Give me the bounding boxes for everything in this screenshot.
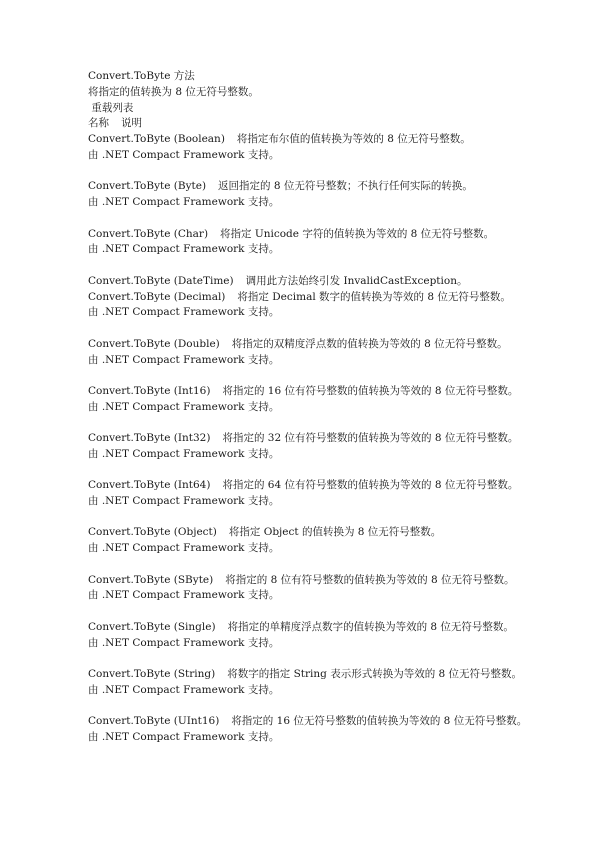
overload-entry [88, 431, 588, 447]
overload-name: Convert.ToByte (Decimal) [88, 290, 226, 303]
doc-title: Convert.ToByte 方法 [88, 70, 195, 82]
overload-name: Convert.ToByte (Int64) [88, 479, 211, 492]
support-note: 由 .NET Compact Framework 支持。 [88, 400, 280, 413]
support-note: 由 .NET Compact Framework 支持。 [88, 196, 280, 209]
blank-line [88, 557, 588, 573]
overload-entry [88, 525, 588, 541]
support-note: 由 .NET Compact Framework 支持。 [88, 636, 280, 649]
overload-name: Convert.ToByte (Byte) [88, 180, 207, 193]
blank-line [88, 604, 588, 620]
blank-line [88, 211, 588, 227]
overload-entry [88, 132, 588, 148]
overload-name: Convert.ToByte (Boolean) [88, 133, 225, 146]
overload-entry [88, 620, 588, 636]
overload-name: Convert.ToByte (SByte) [88, 573, 214, 586]
overload-name: Convert.ToByte (Double) [88, 337, 220, 350]
support-note: 由 .NET Compact Framework 支持。 [88, 306, 280, 319]
support-note: 由 .NET Compact Framework 支持。 [88, 447, 280, 460]
overload-name: Convert.ToByte (Object) [88, 526, 217, 539]
blank-line [88, 368, 588, 384]
overload-description: 将指定的 16 位有符号整数的值转换为等效的 8 位无符号整数。 [222, 384, 519, 397]
overload-name: Convert.ToByte (Int16) [88, 384, 211, 397]
overload-entry [88, 384, 588, 400]
overload-description: 将指定的 16 位无符号整数的值转换为等效的 8 位无符号整数。 [231, 715, 528, 728]
overload-description: 将数字的指定 String 表示形式转换为等效的 8 位无符号整数。 [227, 668, 523, 681]
overload-entry [88, 573, 588, 589]
blank-line [88, 651, 588, 667]
support-note: 由 .NET Compact Framework 支持。 [88, 353, 280, 366]
overload-description: 将指定的单精度浮点数字的值转换为等效的 8 位无符号整数。 [227, 620, 514, 633]
overload-name: Convert.ToByte (Int32) [88, 432, 211, 445]
overload-description: 将指定 Unicode 字符的值转换为等效的 8 位无符号整数。 [220, 227, 495, 240]
overload-entry [88, 274, 588, 290]
overload-entry [88, 227, 588, 243]
blank-line [88, 699, 588, 715]
overload-description: 将指定的 64 位有符号整数的值转换为等效的 8 位无符号整数。 [222, 479, 519, 492]
overload-description: 将指定布尔值的值转换为等效的 8 位无符号整数。 [236, 133, 471, 146]
blank-line [88, 321, 588, 337]
support-note: 由 .NET Compact Framework 支持。 [88, 542, 280, 555]
overload-name: Convert.ToByte (DateTime) [88, 274, 234, 287]
support-note: 由 .NET Compact Framework 支持。 [88, 495, 280, 508]
support-note: 由 .NET Compact Framework 支持。 [88, 589, 280, 602]
overload-description: 调用此方法始终引发 InvalidCastException。 [245, 274, 468, 287]
overload-entry [88, 290, 588, 306]
overload-name: Convert.ToByte (Single) [88, 620, 216, 633]
overload-name: Convert.ToByte (Char) [88, 227, 209, 240]
overload-description: 将指定 Object 的值转换为 8 位无符号整数。 [228, 526, 442, 539]
overload-name: Convert.ToByte (String) [88, 668, 216, 681]
overload-entry [88, 478, 588, 494]
blank-line [88, 164, 588, 180]
support-note: 由 .NET Compact Framework 支持。 [88, 731, 280, 744]
doc-description: 将指定的值转换为 8 位无符号整数。 [88, 85, 259, 98]
overload-entry [88, 337, 588, 353]
overload-list [88, 132, 588, 746]
overload-list-heading: 重载列表 [88, 101, 134, 114]
overload-description: 将指定的 32 位有符号整数的值转换为等效的 8 位无符号整数。 [222, 432, 519, 445]
overload-description: 将指定 Decimal 数字的值转换为等效的 8 位无符号整数。 [237, 290, 511, 303]
overload-description: 将指定的 8 位有符号整数的值转换为等效的 8 位无符号整数。 [225, 573, 515, 586]
overload-name: Convert.ToByte (UInt16) [88, 715, 220, 728]
support-note: 由 .NET Compact Framework 支持。 [88, 148, 280, 161]
blank-line [88, 258, 588, 274]
document-page [88, 69, 588, 746]
col-desc-header: 说明 [121, 117, 142, 130]
blank-line [88, 416, 588, 432]
overload-description: 返回指定的 8 位无符号整数；不执行任何实际的转换。 [218, 180, 473, 193]
col-name-header: 名称 [88, 117, 109, 130]
blank-line [88, 510, 588, 526]
overload-entry [88, 714, 588, 730]
support-note: 由 .NET Compact Framework 支持。 [88, 243, 280, 256]
overload-entry [88, 667, 588, 683]
table-header [88, 116, 588, 132]
blank-line [88, 463, 588, 479]
overload-description: 将指定的双精度浮点数的值转换为等效的 8 位无符号整数。 [231, 337, 508, 350]
support-note: 由 .NET Compact Framework 支持。 [88, 683, 280, 696]
overload-entry [88, 179, 588, 195]
